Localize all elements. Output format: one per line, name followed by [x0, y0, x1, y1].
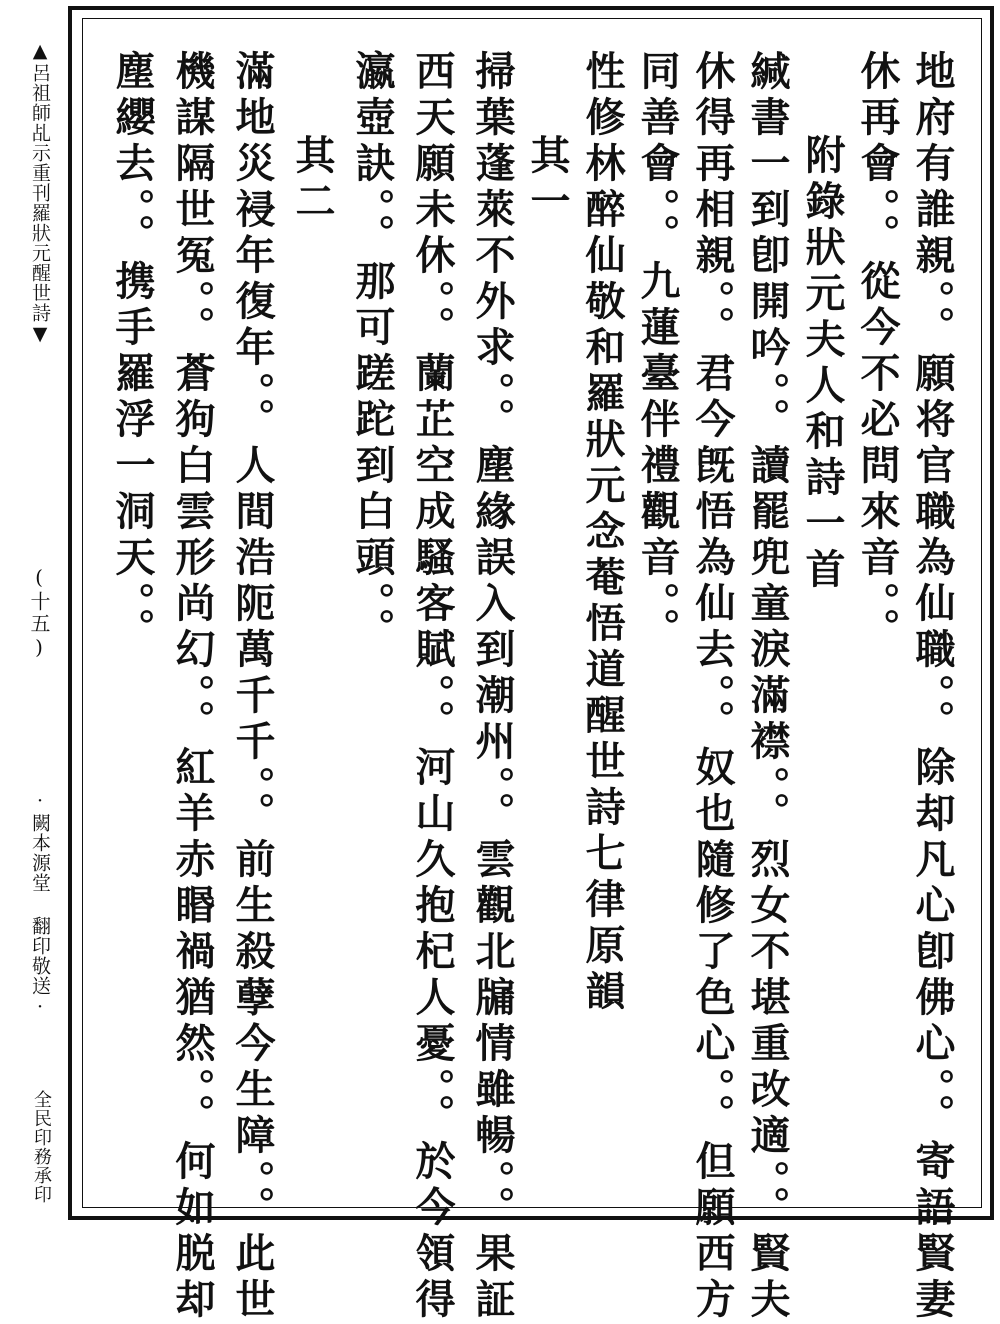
text-column-13: 滿地災祲年復年。。人間浩阨萬千千。。前生殺孽今生障。。此世 — [229, 50, 276, 1324]
text-column-4: 緘書一到卽開吟。。讀罷兜童淚滿襟。。烈女不堪重改適。。賢夫 — [744, 50, 791, 1324]
text-column-6: 同善會。。九蓮臺伴禮觀音。。 — [634, 50, 681, 654]
section-heading-1: 其一 — [524, 134, 571, 226]
text-column-11: 瀛壺訣。。那可蹉跎到白頭。。 — [349, 50, 396, 654]
section-heading-2: 其二 — [289, 134, 336, 226]
text-column-14: 機謀隔世冤。。蒼狗白雲形尚幻。。紅羊赤䁕禍猶然。。何如脱却 — [169, 50, 216, 1324]
page-number: (十五) — [27, 565, 51, 661]
printer-note: 全民印務承印 — [31, 1090, 52, 1204]
poem-heading: 性修林醉仙敬和羅狀元念菴悟道醒世詩七律原韻 — [579, 50, 626, 1016]
text-column-1: 地府有誰親。。願将官職為仙職。。除却凡心卽佛心。。寄語賢妻 — [909, 50, 956, 1324]
text-column-15: 塵纓去。。携手羅浮一洞天。。 — [109, 50, 156, 654]
publisher-note: ·闕本源堂 翻印敬送· — [29, 790, 51, 1019]
text-column-10: 西天願未休。。蘭芷空成騷客賦。。河山久抱杞人憂。。於今領得 — [409, 50, 456, 1324]
text-column-9: 掃葉蓬萊不外求。。塵緣誤入到潮州。。雲觀北牖情雖暢。。果証 — [469, 50, 516, 1324]
book-title-margin: ▲呂祖師乩示重刊羅狀元醒世詩▼ — [29, 40, 51, 346]
text-column-5: 休得再相親。。君今旣悟為仙去。。奴也隨修了色心。。但願西方 — [689, 50, 736, 1324]
text-column-2: 休再會。。從今不必問來音。。 — [854, 50, 901, 654]
appendix-heading: 附錄狀元夫人和詩一首 — [799, 134, 846, 594]
